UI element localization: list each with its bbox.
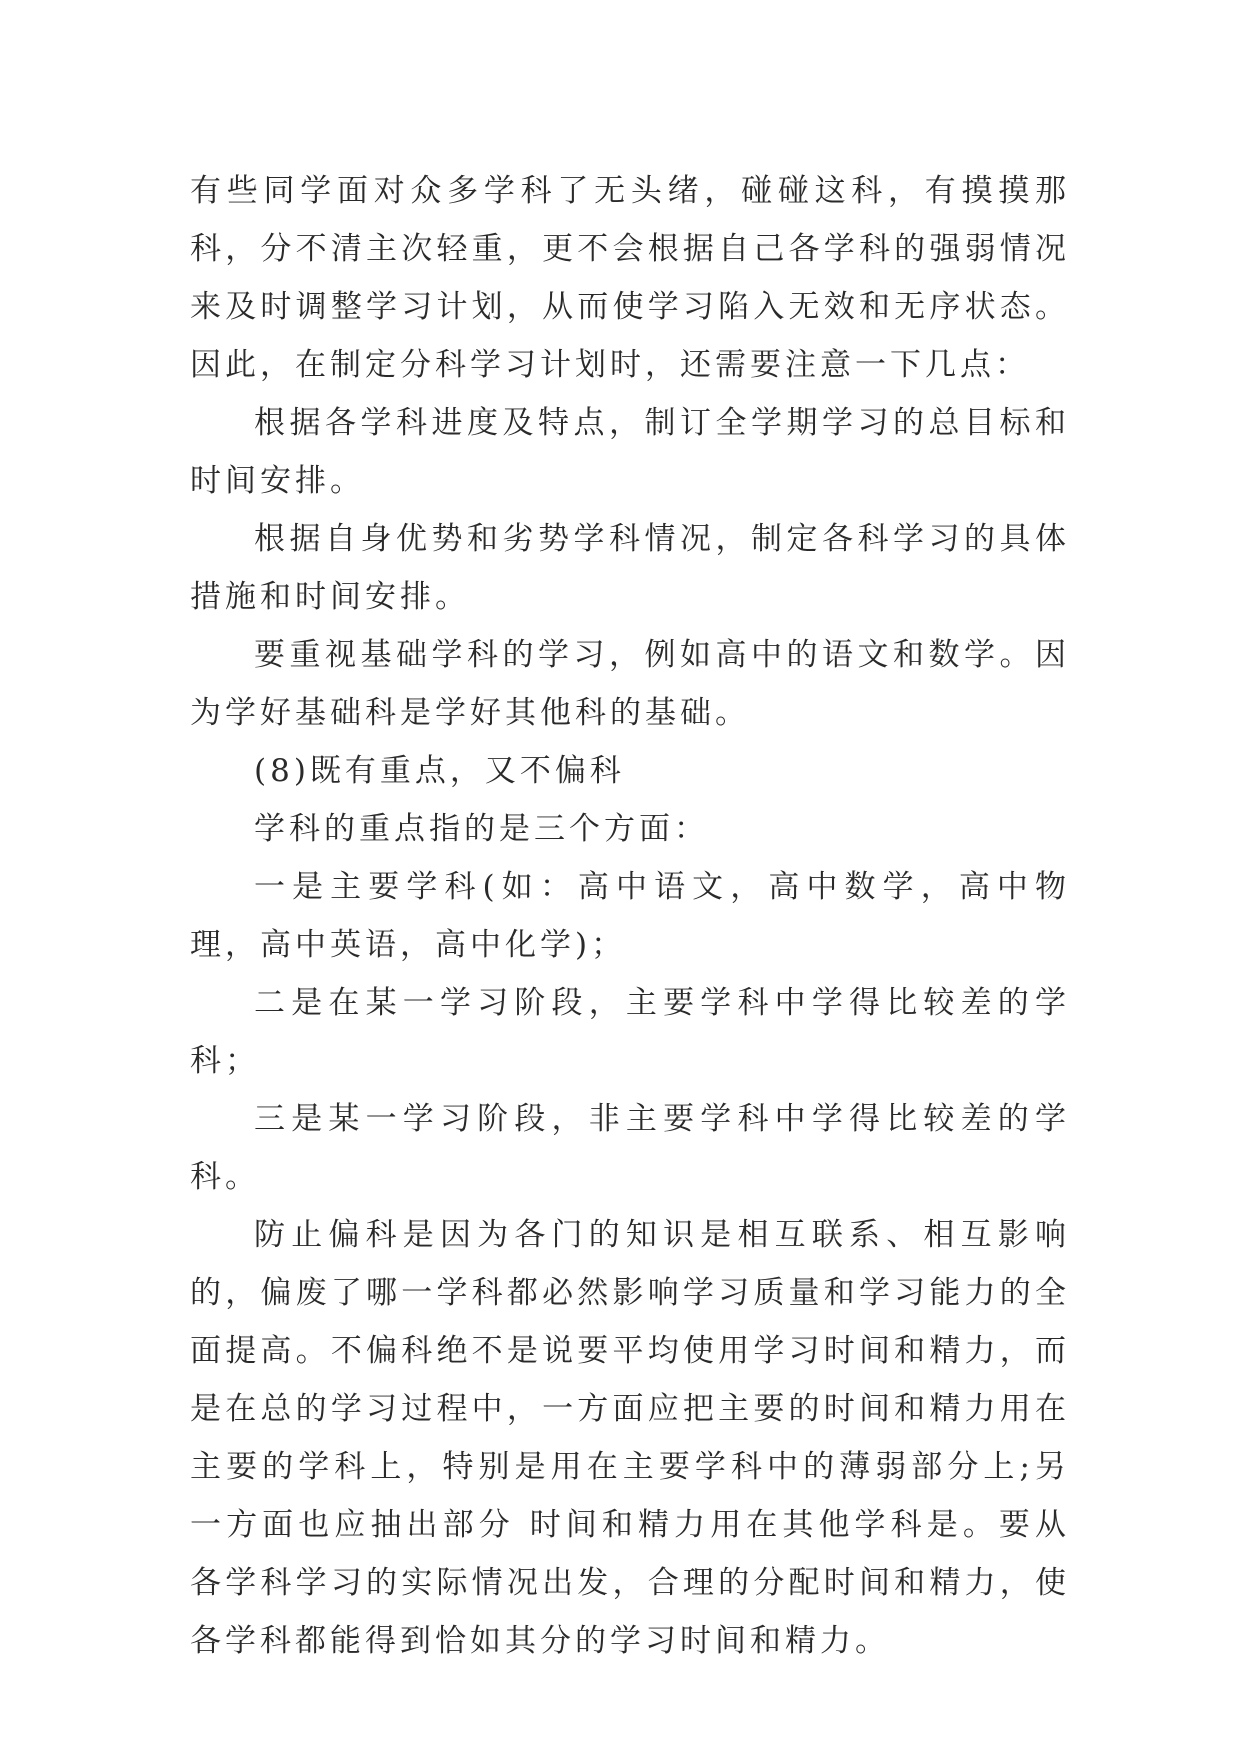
section-heading: (8)既有重点，又不偏科 (254, 753, 625, 789)
paragraph-point-3: 要重视基础学科的学习，例如高中的语文和数学。因为学好基础科是学好其他科的基础。 (190, 637, 1070, 731)
paragraph-focus-2: 二是在某一学习阶段，主要学科中学得比较差的学科； (190, 985, 1070, 1079)
paragraph-point-2: 根据自身优势和劣势学科情况，制定各科学习的具体措施和时间安排。 (190, 521, 1070, 615)
paragraph-focus-intro: 学科的重点指的是三个方面： (254, 811, 709, 847)
document-body (190, 162, 1070, 1670)
paragraph-intro: 有些同学面对众多学科了无头绪，碰碰这科，有摸摸那科，分不清主次轻重，更不会根据自己各学科的强弱情况来及时调整学习计划，从而使学习陷入无效和无序状态。因此，在制定分科学习计划时，还需要注意一下几点： (190, 173, 1070, 383)
paragraph-point-1: 根据各学科进度及特点，制订全学期学习的总目标和时间安排。 (190, 405, 1070, 499)
paragraph-focus-3: 三是某一学习阶段，非主要学科中学得比较差的学科。 (190, 1101, 1070, 1195)
paragraph-conclusion: 防止偏科是因为各门的知识是相互联系、相互影响的，偏废了哪一学科都必然影响学习质量和学习能力的全面提高。不偏科绝不是说要平均使用学习时间和精力，而是在总的学习过程中，一方面应把主要的时间和精力用在主要的学科上，特别是用在主要学科中的薄弱部分上;另一方面也应抽出部分 时间和精力用在其他学科是。要从各学科学习的实际情况出发，合理的分配时间和精力，使各学科都能得到恰如其分的学习时间和精力。 (190, 1217, 1070, 1659)
paragraph-focus-1: 一是主要学科(如：高中语文，高中数学，高中物理，高中英语，高中化学)； (190, 869, 1070, 963)
